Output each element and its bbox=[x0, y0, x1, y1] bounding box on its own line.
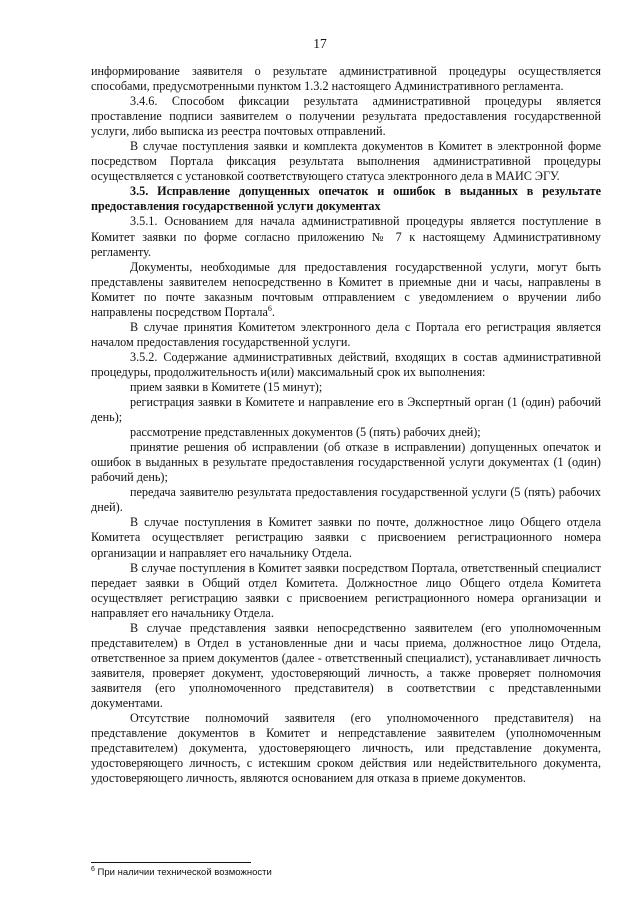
paragraph: В случае представления заявки непосредственно заявителем (его уполномоченным представителем) в Отдел в установленные дни и часы приема, должностное лицо Отдела, ответственное за прием документов (далее - ответственный специалист), устанавливает личность заявителя, проверяет документ, удостоверяющий личность, а также проверяет полномочия заявителя (его уполномоченного представителя) в соответствии с представленными документами. bbox=[91, 620, 601, 710]
paragraph-text: Документы, необходимые для предоставления государственной услуги, могут быть представлены заявителем непосредственно в Комитет в приемные дни и часы, направлены в Комитет по почте заказным почтовым отправлением с уведомлением о вручении либо направлены посредством Портала bbox=[91, 259, 601, 319]
document-body bbox=[91, 64, 601, 786]
footnote-reference: 6 bbox=[267, 303, 272, 313]
paragraph: Отсутствие полномочий заявителя (его уполномоченного представителя) на представление документов в Комитет и непредставление заявителем (уполномоченным представителем) документа, удостоверяющего личность, или представление документа, удостоверяющего личность, с истекшим сроком действия или недействительного документа, удостоверяющего личность, являются основанием для отказа в приеме документов. bbox=[91, 711, 601, 786]
footnote-text: При наличии технической возможности bbox=[97, 867, 272, 878]
list-item: передача заявителю результата предоставления государственной услуги (5 (пять) рабочих дней). bbox=[91, 485, 601, 515]
paragraph: В случае поступления в Комитет заявки по почте, должностное лицо Общего отдела Комитета осуществляет регистрацию заявки с присвоением регистрационного номера организации и направляет его начальнику Отдела. bbox=[91, 515, 601, 560]
list-item: рассмотрение представленных документов (5 (пять) рабочих дней); bbox=[130, 425, 481, 440]
paragraph: 3.4.6. Способом фиксации результата административной процедуры является проставление подписи заявителем о получении результата предоставления государственной услуги, либо выписка из реестра почтовых отправлений. bbox=[91, 94, 601, 139]
list-item: регистрация заявки в Комитете и направление его в Экспертный орган (1 (один) рабочий день); bbox=[91, 395, 601, 425]
footnote-divider bbox=[91, 862, 251, 863]
paragraph: информирование заявителя о результате административной процедуры осуществляется способами, предусмотренными пунктом 1.3.2 настоящего Административного регламента. bbox=[91, 64, 601, 94]
list-item: прием заявки в Комитете (15 минут); bbox=[130, 379, 323, 394]
paragraph: В случае поступления заявки и комплекта документов в Комитет в электронной форме посредством Портала фиксация результата выполнения административной процедуры осуществляется с установкой соответствующего статуса электронного дела в МАИС ЭГУ. bbox=[91, 139, 601, 184]
paragraph: В случае принятия Комитетом электронного дела с Портала его регистрация является началом предоставления государственной услуги. bbox=[91, 319, 601, 349]
footnote-mark: 6 bbox=[91, 865, 95, 873]
paragraph: В случае поступления в Комитет заявки посредством Портала, ответственный специалист передает заявки в Общий отдел Комитета. Должностное лицо Общего отдела Комитета осуществляет регистрацию заявки с присвоением регистрационного номера организации и направляет его начальнику Отдела. bbox=[91, 560, 601, 620]
footnote bbox=[91, 867, 601, 879]
paragraph bbox=[91, 260, 601, 320]
list-item: принятие решения об исправлении (об отказе в исправлении) допущенных опечаток и ошибок в выданных в результате предоставления государственной услуги документах (1 (один) рабочий день); bbox=[91, 440, 601, 485]
page-number: 17 bbox=[313, 36, 327, 51]
paragraph: 3.5.1. Основанием для начала административной процедуры является поступление в Комитет заявки по форме согласно приложению № 7 к настоящему Административному регламенту. bbox=[91, 214, 601, 259]
paragraph-end: . bbox=[271, 304, 275, 319]
paragraph: 3.5.2. Содержание административных действий, входящих в состав административной процедуры, продолжительность и(или) максимальный срок их выполнения: bbox=[91, 349, 601, 379]
section-heading: 3.5. Исправление допущенных опечаток и ошибок в выданных в результате предоставления государственной услуги документах bbox=[91, 184, 601, 214]
